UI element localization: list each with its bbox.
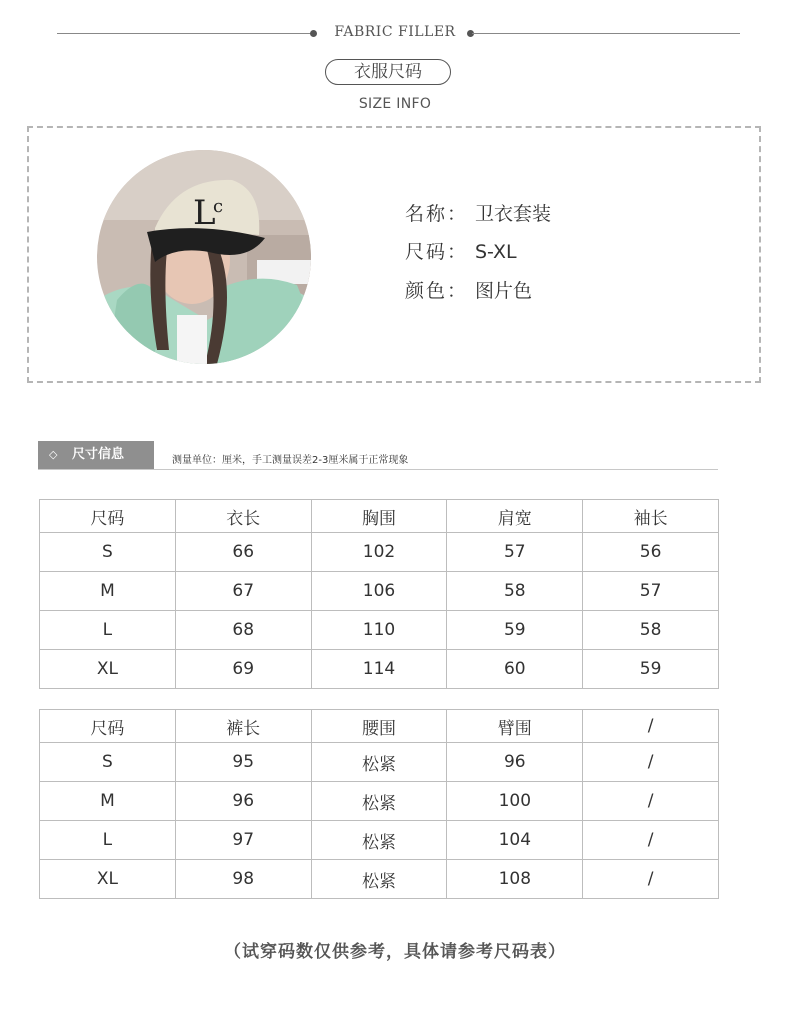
table-header-cell: 臂围 bbox=[447, 710, 583, 743]
table-cell: 56 bbox=[583, 533, 719, 572]
table-cell: 97 bbox=[175, 821, 311, 860]
table-cell: 58 bbox=[583, 611, 719, 650]
table-cell: 57 bbox=[583, 572, 719, 611]
table-cell: 102 bbox=[311, 533, 447, 572]
table-cell: 松紧 bbox=[311, 821, 447, 860]
table-header-cell: 衣长 bbox=[175, 500, 311, 533]
table-cell: XL bbox=[40, 650, 176, 689]
size-section-tag bbox=[38, 441, 154, 469]
size-info-subtitle: SIZE INFO bbox=[358, 96, 432, 112]
table-cell: XL bbox=[40, 860, 176, 899]
table-row bbox=[40, 743, 719, 782]
product-photo bbox=[97, 150, 311, 364]
table-cell: 108 bbox=[447, 860, 583, 899]
table-cell: 106 bbox=[311, 572, 447, 611]
table-cell: 110 bbox=[311, 611, 447, 650]
top-size-table bbox=[39, 499, 719, 689]
diamond-icon: ◇ bbox=[49, 448, 58, 461]
table-cell: L bbox=[40, 611, 176, 650]
table-cell: 58 bbox=[447, 572, 583, 611]
measurement-note: 测量单位：厘米，手工测量误差2-3厘米属于正常现象 bbox=[172, 455, 409, 466]
table-cell: 98 bbox=[175, 860, 311, 899]
table-cell: 96 bbox=[447, 743, 583, 782]
svg-text:L: L bbox=[193, 193, 216, 233]
table-header-cell: 腰围 bbox=[311, 710, 447, 743]
table-cell: / bbox=[583, 743, 719, 782]
table-cell: 95 bbox=[175, 743, 311, 782]
table-row bbox=[40, 650, 719, 689]
table-cell: 100 bbox=[447, 782, 583, 821]
info-color-value: 图片色 bbox=[475, 280, 533, 302]
bottom-size-table bbox=[39, 709, 719, 899]
table-cell: 松紧 bbox=[311, 782, 447, 821]
info-size-label: 尺码： bbox=[405, 241, 469, 263]
table-header-cell: / bbox=[583, 710, 719, 743]
size-title-pill: 衣服尺码 bbox=[325, 59, 451, 85]
svg-text:c: c bbox=[213, 196, 224, 217]
table-row bbox=[40, 782, 719, 821]
table-cell: 104 bbox=[447, 821, 583, 860]
table-row bbox=[40, 611, 719, 650]
info-row-color bbox=[405, 276, 532, 303]
table-cell: 60 bbox=[447, 650, 583, 689]
size-section-label: 尺寸信息 bbox=[72, 447, 125, 462]
table-cell: 松紧 bbox=[311, 743, 447, 782]
info-row-name bbox=[405, 199, 551, 226]
table-cell: / bbox=[583, 821, 719, 860]
header-line-right bbox=[472, 33, 740, 34]
info-name-label: 名称： bbox=[405, 203, 469, 225]
table-cell: S bbox=[40, 743, 176, 782]
header-line-left bbox=[57, 33, 313, 34]
table-cell: / bbox=[583, 860, 719, 899]
table-cell: 67 bbox=[175, 572, 311, 611]
table-row bbox=[40, 821, 719, 860]
table-row bbox=[40, 533, 719, 572]
info-size-value: S-XL bbox=[475, 241, 517, 263]
table-cell: M bbox=[40, 782, 176, 821]
fit-disclaimer: （试穿码数仅供参考，具体请参考尺码表） bbox=[224, 942, 566, 962]
table-header-cell: 裤长 bbox=[175, 710, 311, 743]
table-cell: S bbox=[40, 533, 176, 572]
table-cell: M bbox=[40, 572, 176, 611]
table-header-row bbox=[40, 710, 719, 743]
table-cell: 59 bbox=[447, 611, 583, 650]
table-cell: 59 bbox=[583, 650, 719, 689]
table-cell: / bbox=[583, 782, 719, 821]
table-row bbox=[40, 860, 719, 899]
table-cell: 96 bbox=[175, 782, 311, 821]
table-header-cell: 胸围 bbox=[311, 500, 447, 533]
table-row bbox=[40, 572, 719, 611]
header-title: FABRIC FILLER bbox=[334, 24, 456, 40]
table-header-cell: 袖长 bbox=[583, 500, 719, 533]
table-cell: 114 bbox=[311, 650, 447, 689]
section-divider bbox=[38, 469, 718, 470]
table-cell: 松紧 bbox=[311, 860, 447, 899]
table-header-cell: 肩宽 bbox=[447, 500, 583, 533]
table-cell: 57 bbox=[447, 533, 583, 572]
table-cell: L bbox=[40, 821, 176, 860]
table-header-row bbox=[40, 500, 719, 533]
info-color-label: 颜色： bbox=[405, 280, 469, 302]
table-header-cell: 尺码 bbox=[40, 500, 176, 533]
table-header-cell: 尺码 bbox=[40, 710, 176, 743]
table-cell: 68 bbox=[175, 611, 311, 650]
info-row-size bbox=[405, 237, 517, 264]
table-cell: 66 bbox=[175, 533, 311, 572]
info-name-value: 卫衣套装 bbox=[475, 203, 552, 225]
table-cell: 69 bbox=[175, 650, 311, 689]
